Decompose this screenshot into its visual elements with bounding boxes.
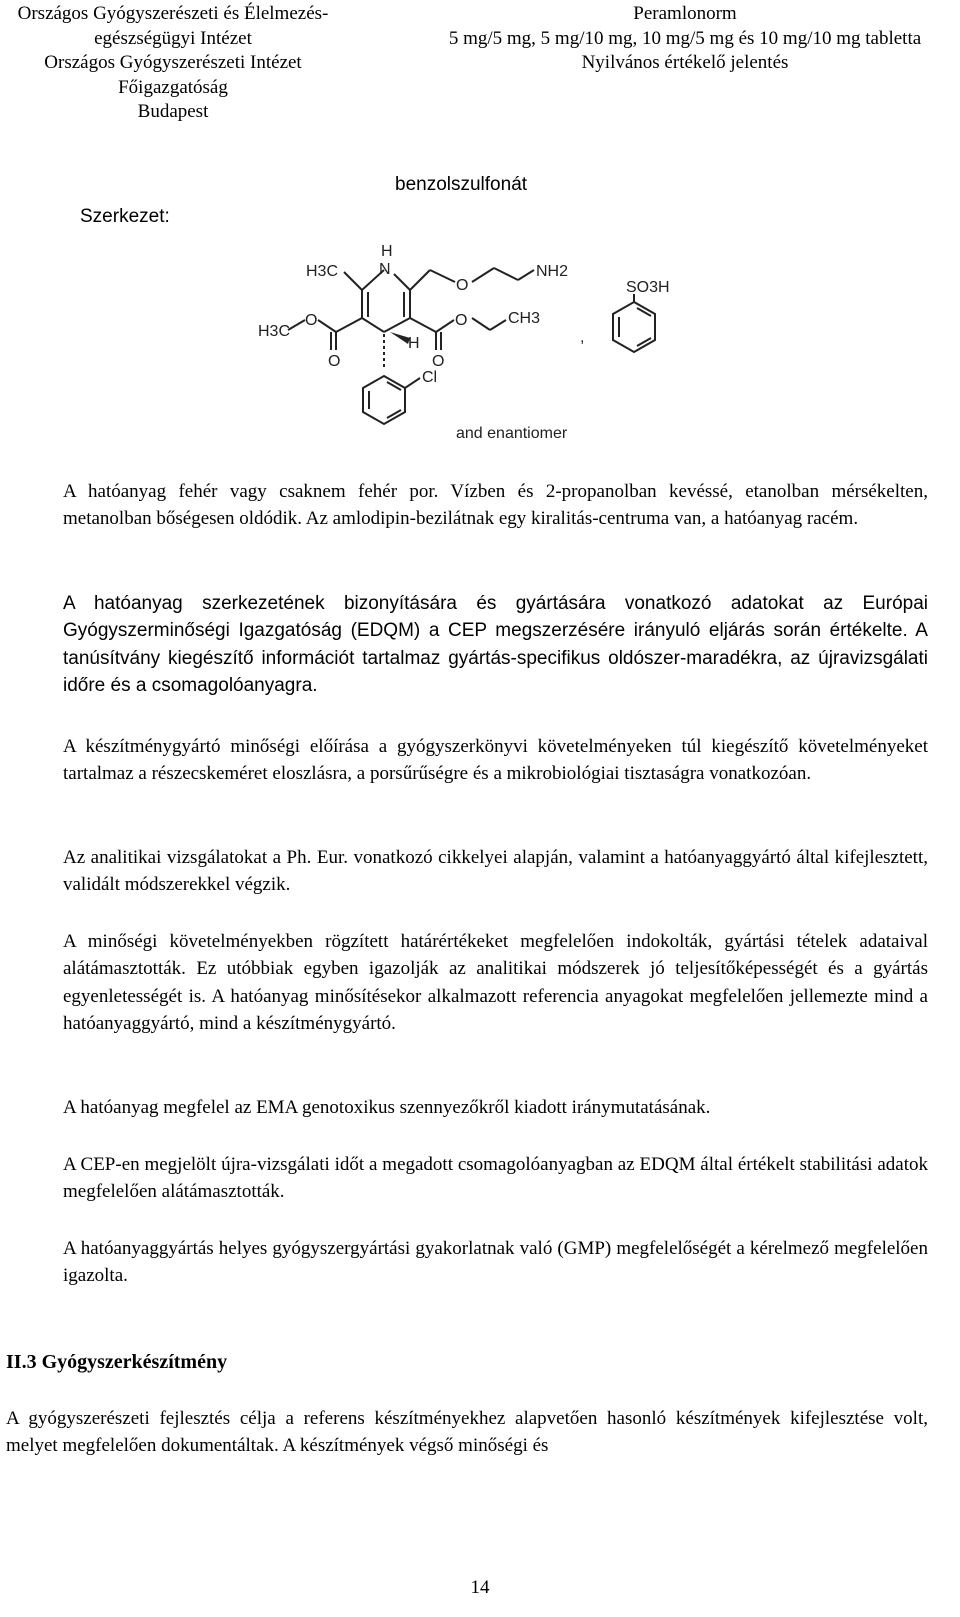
atom-h-top: H (381, 243, 393, 260)
header-agency-line4: Főigazgatóság (118, 76, 228, 98)
atom-h3c-top: H3C (306, 263, 339, 280)
header-agency-line1: Országos Gyógyszerészeti és Élelmezés- (17, 3, 329, 24)
structure-atom-labels (258, 243, 670, 442)
atom-n: N (379, 261, 391, 278)
header-right (420, 2, 950, 76)
atom-cl: Cl (422, 369, 438, 386)
atom-so3h: SO3H (626, 279, 670, 296)
header-agency-line2: egészségügyi Intézet (94, 27, 252, 49)
header-left (8, 2, 338, 125)
paragraph-manufacturer-spec: A készítménygyártó minőségi előírása a gyógyszerkönyvi követelményeken túl kiegészítő követelményeket tartalmaz a részecskeméret eloszlásra, a porsűrűségre és a mikrobiológiai tisztaságra vonatkozóan. (63, 736, 928, 785)
structure-bonds (288, 268, 655, 424)
paragraph-genotoxic: A hatóanyag megfelel az EMA genotoxikus szennyezőkről kiadott iránymutatásának. (63, 1097, 711, 1118)
atom-o-ether: O (456, 277, 469, 294)
paragraph-retest: A CEP-en megjelölt újra-vizsgálati időt a megadott csomagolóanyagban az EDQM által értékelt stabilitási adatok megfelelően alátámasztották. (63, 1154, 928, 1203)
header-product-strengths: 5 mg/5 mg, 5 mg/10 mg, 10 mg/5 mg és 10 mg/10 mg tabletta (448, 27, 922, 49)
paragraph-gmp: A hatóanyaggyártás helyes gyógyszergyártási gyakorlatnak való (GMP) megfelelőségét a kérelmező megfelelően igazolta. (63, 1238, 928, 1287)
atom-ch3: CH3 (508, 310, 541, 327)
header-product-name: Peramlonorm (633, 3, 737, 24)
paragraph-analytical-tests: Az analitikai vizsgálatokat a Ph. Eur. vonatkozó cikkelyei alapján, valamint a hatóanyaggyártó által kifejlesztett, validált módszerekkel végzik. (63, 847, 928, 896)
paragraph-development: A gyógyszerészeti fejlesztés célja a referens készítményekhez alapvetően hasonló készítmények kifejlesztése volt, melyet megfelelően dokumentáltak. A készítmények végső minőségi és (6, 1408, 928, 1457)
structure-label: Szerkezet: (80, 206, 170, 227)
atom-nh2: NH2 (536, 263, 569, 280)
paragraph-cep-evaluation: A hatóanyag szerkezetének bizonyítására és gyártására vonatkozó adatokat az Európai Gyógyszerminőségi Igazgatóság (EDQM) a CEP megszerzésére irányuló eljárás során értékelte. A tanúsítvány kiegészítő információt tartalmaz gyártás-specifikus oldószer-maradékra, az újravizsgálati időre és a csomagolóanyagra. (63, 593, 928, 696)
header-agency-line3: Országos Gyógyszerészeti Intézet (44, 52, 302, 73)
header-report-type: Nyilvános értékelő jelentés (581, 52, 789, 73)
atom-o-carbonyl-right: O (432, 353, 445, 370)
atom-h3c-left: H3C (258, 323, 291, 340)
paragraph-limits: A minőségi követelményekben rögzített határértékeket megfelelően indokolták, gyártási tételek adataival alátámasztották. Ez utóbbiak egyben igazolják az analitikai módszerek jó teljesítőképességét és a gyártás egyenletességét is. A hatóanyag minősítésekor alkalmazott referencia anyagokat megfelelően jellemezte mind a hatóanyaggyártó, mind a készítménygyártó. (63, 931, 928, 1034)
atom-o-ester-left: O (305, 312, 318, 329)
paragraph-properties: A hatóanyag fehér vagy csaknem fehér por. Vízben és 2-propanolban kevéssé, etanolban mérsékelten, metanolban bőségesen oldódik. Az amlodipin-bezilátnak egy kiralitás-centruma van, a hatóanyag racém. (63, 481, 928, 530)
chemical-structure-diagram (250, 240, 700, 450)
structure-comma: , (580, 329, 585, 346)
atom-o-ester-right: O (455, 312, 468, 329)
page-number: 14 (470, 1577, 490, 1598)
atom-h-stereo: H (408, 335, 420, 352)
structure-enantiomer-note: and enantiomer (456, 425, 568, 442)
header-agency-line5: Budapest (137, 101, 209, 122)
section-heading: II.3 Gyógyszerkészítmény (6, 1351, 228, 1373)
structure-name: benzolszulfonát (395, 174, 528, 195)
atom-o-carbonyl-left: O (328, 353, 341, 370)
